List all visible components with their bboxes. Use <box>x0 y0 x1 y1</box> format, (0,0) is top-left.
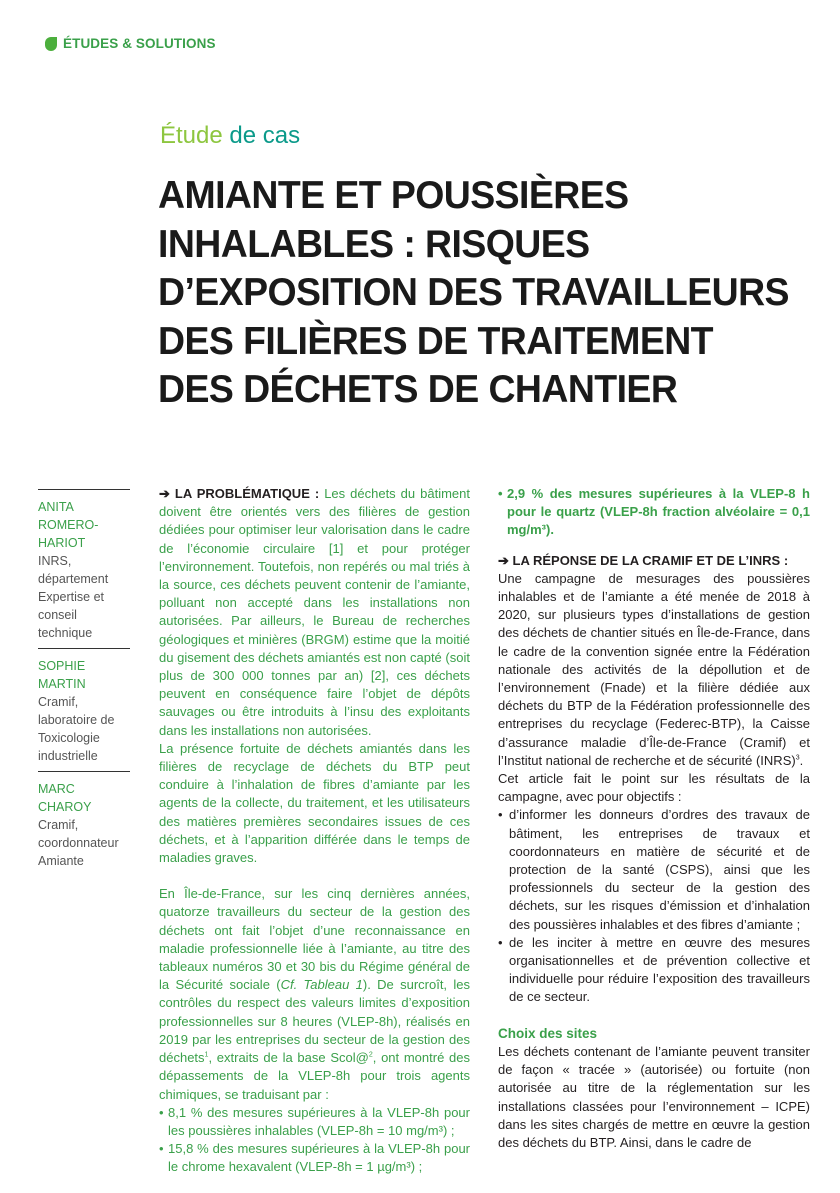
list-item: • 2,9 % des mesures supérieures à la VLEP-8 h pour le quartz (VLEP-8h fraction alvéolaire = 0,1 mg/m³). <box>498 486 810 538</box>
response-paragraph-2: Cet article fait le point sur les résultats de la campagne, avec pour objectifs : <box>498 771 810 805</box>
list-item-text: 15,8 % des mesures supérieures à la VLEP-8h pour le chrome hexavalent (VLEP-8h = 1 µg/m³) ; <box>168 1141 470 1175</box>
response-paragraph <box>498 570 810 770</box>
title-line: DES FILIÈRES DE TRAITEMENT <box>158 319 713 363</box>
list-item: • 15,8 % des mesures supérieures à la VLEP-8h pour le chrome hexavalent (VLEP-8h = 1 µg/m³) ; <box>159 1141 470 1175</box>
problem-paragraph <box>159 485 470 740</box>
title-line: D’EXPOSITION DES TRAVAILLEURS <box>158 271 789 314</box>
title-line: DES DÉCHETS DE CHANTIER <box>158 368 678 411</box>
section-header <box>45 36 216 51</box>
author-name: MARC CHAROY <box>38 782 92 814</box>
response-heading: ➔ LA RÉPONSE DE LA CRAMIF ET DE L’INRS : <box>498 552 789 568</box>
problem-heading: ➔ LA PROBLÉMATIQUE : <box>159 486 320 501</box>
author-affiliation: Cramif, laboratoire de Toxicologie industrielle <box>38 695 115 763</box>
title-line: INHALABLES : RISQUES <box>158 222 590 266</box>
footnote-ref: 1 <box>204 1051 209 1059</box>
list-item: • de les inciter à mettre en œuvre des mesures organisationnelles et de prévention collective et individuelle pour réduire l’exposition des travailleurs de ce secteur. <box>498 934 810 1005</box>
author <box>38 648 130 765</box>
list-item: • d’informer les donneurs d’ordres des travaux de bâtiment, les entreprises de travaux et coordonnateurs en matière de sécurité et de protection de la santé (CSPS), ainsi que les professionnels du secteur de la gestion des déchets, sur les risques d’émission et d’inhalation des poussières inhalables et des fibres d’amiante ; <box>498 807 810 932</box>
text-span: . <box>799 752 804 768</box>
table-reference: Cf. Tableau 1 <box>280 977 363 993</box>
author-affiliation: INRS, département Expertise et conseil technique <box>38 554 109 640</box>
problem-paragraph-3 <box>159 885 470 1103</box>
text-span: En Île-de-France, sur les cinq dernières années, quatorze travailleurs du secteur de la gestion des déchets ont fait l’objet d’une reconnaissance en maladie professionnelle liée à l’amiante, au titre des tableaux numéros 30 et 30 bis du Régime général de la Sécurité sociale ( <box>159 886 470 993</box>
column-right <box>498 485 810 1152</box>
text-span: , ont montré des dépassements de la VLEP-8h pour trois agents chimiques, se traduisant par : <box>159 1050 470 1102</box>
list-item-text: d’informer les donneurs d’ordres des travaux de bâtiment, les entreprises de travaux et coordonnateurs en matière de sécurité et de protection de la santé (CSPS), ainsi que les professionnels du secteur de la gestion des déchets, sur les risques d’émission et d’inhalation des poussières inhalables et des fibres d’amiante ; <box>509 807 810 932</box>
column-left <box>159 485 470 1177</box>
kicker-part1: Étude <box>160 122 223 149</box>
author <box>38 489 130 642</box>
author-name: ANITA ROMERO-HARIOT <box>38 500 99 550</box>
problem-text: Les déchets du bâtiment doivent être orientés vers des filières de gestion dédiées pour optimiser leur valorisation dans le cadre de l’économie circulaire [1] et pour protéger l’environnement. Toutefois, non repérés ou mal triés à la source, ces déchets peuvent contenir de l’amiante, polluant non accepté dans les installations non autorisées. Par ailleurs, le Bureau de recherches géologiques et minières (BRGM) estime que la moitié du gisement des déchets amiantés est non capté (soit plus de 300 000 tonnes par an) [2], ces déchets peuvent en conséquence faire l’objet de dépôts sauvages ou être introduits à l’insu des exploitants dans les installations non autorisées. <box>159 486 470 738</box>
author <box>38 771 130 870</box>
article-kicker <box>160 122 300 150</box>
kicker-part2: de cas <box>229 122 301 149</box>
section-marker-icon <box>45 37 57 51</box>
footnote-ref: 3 <box>795 754 800 762</box>
title-line: AMIANTE ET POUSSIÈRES <box>158 174 629 217</box>
section-heading: Choix des sites <box>498 1025 598 1041</box>
list-item-text: 8,1 % des mesures supérieures à la VLEP-8h pour les poussières inhalables (VLEP-8h = 10 mg/m³) ; <box>168 1104 470 1138</box>
author-name: SOPHIE MARTIN <box>38 659 86 691</box>
list-item-text: 2,9 % des mesures supérieures à la VLEP-8 h pour le quartz (VLEP-8h fraction alvéolaire = 0,1 mg/m³). <box>507 486 810 538</box>
author-affiliation: Cramif, coordonnateur Amiante <box>38 818 119 868</box>
list-item: • 8,1 % des mesures supérieures à la VLEP-8h pour les poussières inhalables (VLEP-8h = 10 mg/m³) ; <box>159 1104 470 1138</box>
problem-paragraph-2: La présence fortuite de déchets amiantés dans les filières de recyclage de déchets du BTP peut conduire à l’inhalation de fibres d’amiante par les agents de la collecte, du traitement, et les utilisateurs des matières premières secondaires issues de ces déchets, et à l’apparition différée dans le temps de maladies graves. <box>159 740 470 866</box>
list-item-text: de les inciter à mettre en œuvre des mesures organisationnelles et de prévention collective et individuelle pour réduire l’exposition des travailleurs de ce secteur. <box>509 934 810 1005</box>
section-label: ÉTUDES & SOLUTIONS <box>63 36 216 51</box>
section-paragraph: Les déchets contenant de l’amiante peuvent transiter de façon « tracée » (autorisée) ou fortuite (non autorisée au titre de la réglementation sur les installations classées pour l’environnement – ICPE) dans les sites chargés de mettre en œuvre la gestion des déchets du BTP. Ainsi, dans le cadre de <box>498 1043 810 1150</box>
text-span: ). De surcroît, les contrôles du respect des valeurs limites d’exposition professionnelles sur 8 heures (VLEP-8h), réalisés en 2019 par les entreprises du secteur de la gestion des déchets <box>159 977 470 1066</box>
text-span: , extraits de la base Scol@ <box>208 1050 369 1066</box>
footnote-ref: 2 <box>368 1051 373 1059</box>
author-list <box>38 489 130 876</box>
text-span: Une campagne de mesurages des poussières inhalables et de l’amiante a été menée de 2018 à 2020, sur plusieurs types d’installations de gestion des déchets de chantier situés en Île-de-France, dans le cadre de la convention signée entre la Fédération nationale des activités de la dépollution et de l’environnement (Fnade) et la filière dédiée aux déchets du BTP de la Fédération professionnelle des entreprises du recyclage (Federec-BTP), la Caisse d’assurance maladie d’Île-de-France (Cramif) et l’Institut national de recherche et de sécurité (INRS) <box>498 570 810 768</box>
article-title <box>158 172 801 415</box>
